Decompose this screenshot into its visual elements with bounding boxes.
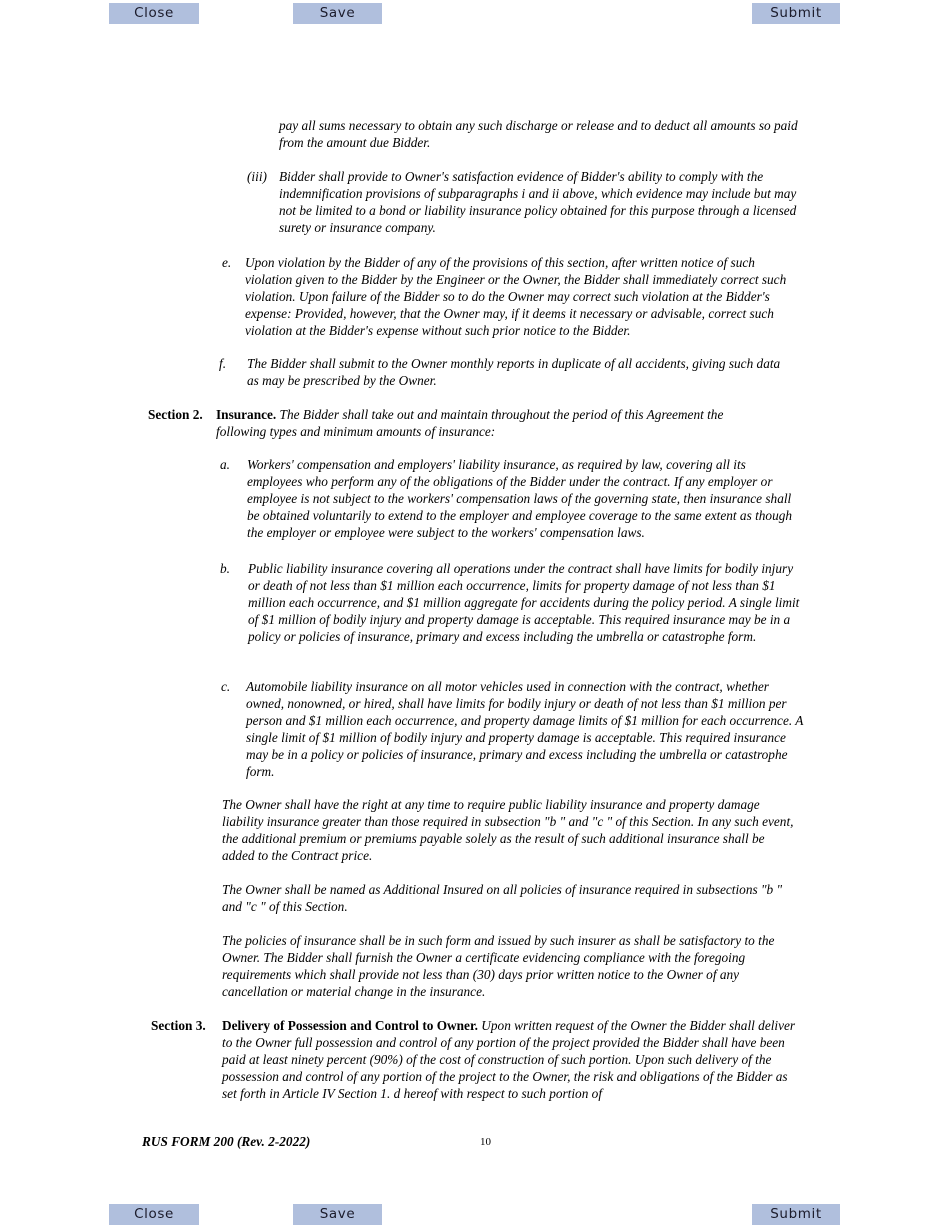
item-c-text: Automobile liability insurance on all motor vehicles used in connection with the contract, whether owned, nonowned, or hired, shall have limits for bodily injury or death of not less than $1 million per person and $1 million each occurrence, and property damage limits of $1 million for each occurrence. A single limit of $1 million of bodily injury and property damage is acceptable. This required insurance may be in a policy or policies of insurance, primary and excess including the umbrella or catastrophe form. [246,679,804,779]
owner-right-paragraph: The Owner shall have the right at any time to require public liability insurance and property damage liability insurance greater than those required in subsection "b " and "c " of this Section. In any such event, the additional premium or premiums payable solely as the result of such additional insurance shall be added to the Contract price. [222,797,794,863]
section-2-label: Section 2. [148,407,203,422]
item-a-text: Workers' compensation and employers' liability insurance, as required by law, covering all its employees who perform any of the obligations of the Bidder under the contract. If any employer or employee is not subject to the workers' compensation laws of the governing state, then insurance shall be obtained voluntarily to extend to the employer and employee coverage to the same extent as though the employer or employee were subject to the workers' compensation laws. [247,457,793,540]
form-footer: RUS FORM 200 (Rev. 2-2022) [142,1134,311,1149]
section-3-title: Delivery of Possession and Control to Owner. [222,1018,478,1033]
submit-button-top[interactable]: Submit [752,3,840,24]
save-button-bottom[interactable]: Save [293,1204,382,1225]
item-e-text: Upon violation by the Bidder of any of the provisions of this section, after written notice of such violation given to the Bidder by the Engineer or the Owner, the Bidder shall immediately correct such violation. Upon failure of the Bidder so to do the Owner may correct such violation at the Bidder's expense: Provided, however, that the Owner may, if it deems it necessary or advisable, correct such violation at the Bidder's expense without such prior notice to the Bidder. [245,255,787,338]
section-2-body: The Bidder shall take out and maintain throughout the period of this Agreement the following types and minimum amounts of insurance: [216,407,724,439]
item-iii-text: Bidder shall provide to Owner's satisfaction evidence of Bidder's ability to comply with the indemnification provisions of subparagraphs i and ii above, which evidence may include but may not be limited to a bond or liability insurance policy obtained for this purpose through a licensed surety or insurance company. [279,169,797,235]
section-3-body: Upon written request of the Owner the Bidder shall deliver to the Owner full possession and control of any portion of the project provided the Bidder shall have been paid at least ninety percent (90%) of the cost of construction of such portion. Upon such delivery of the possession and control of any portion of the project to the Owner, the risk and obligations of the Bidder as set forth in Article IV Section 1. d hereof with respect to such portion of [222,1018,796,1101]
continued-paragraph: pay all sums necessary to obtain any such discharge or release and to deduct all amounts so paid from the amount due Bidder. [279,118,798,150]
item-c-marker: c. [221,679,231,694]
additional-insured-paragraph: The Owner shall be named as Additional Insured on all policies of insurance required in subsections "b " and "c " of this Section. [222,882,783,914]
section-2-text [216,407,776,441]
item-f-text: The Bidder shall submit to the Owner monthly reports in duplicate of all accidents, giving such data as may be prescribed by the Owner. [247,356,781,388]
section-3-label: Section 3. [151,1018,206,1033]
item-iii-marker: (iii) [247,169,267,184]
item-e-marker: e. [222,255,232,270]
submit-button-bottom[interactable]: Submit [752,1204,840,1225]
policies-paragraph: The policies of insurance shall be in such form and issued by such insurer as shall be satisfactory to the Owner. The Bidder shall furnish the Owner a certificate evidencing compliance with the foregoing requirements which shall provide not less than (30) days prior written notice to the Owner of any cancellation or material change in the insurance. [222,933,775,999]
close-button-top[interactable]: Close [109,3,199,24]
section-2-title: Insurance. [216,407,277,422]
item-f-marker: f. [219,356,227,371]
item-a-marker: a. [220,457,230,472]
item-b-text: Public liability insurance covering all operations under the contract shall have limits for bodily injury or death of not less than $1 million each occurrence, limits for property damage of not less than $1 million each occurrence, and $1 million aggregate for accidents during the policy period. A single limit of $1 million of bodily injury and property damage is acceptable. This required insurance may be in a policy or policies of insurance, primary and excess including the umbrella or catastrophe form. [248,561,800,644]
page-number: 10 [480,1136,491,1148]
section-3-text [222,1018,802,1103]
save-button-top[interactable]: Save [293,3,382,24]
item-b-marker: b. [220,561,230,576]
close-button-bottom[interactable]: Close [109,1204,199,1225]
